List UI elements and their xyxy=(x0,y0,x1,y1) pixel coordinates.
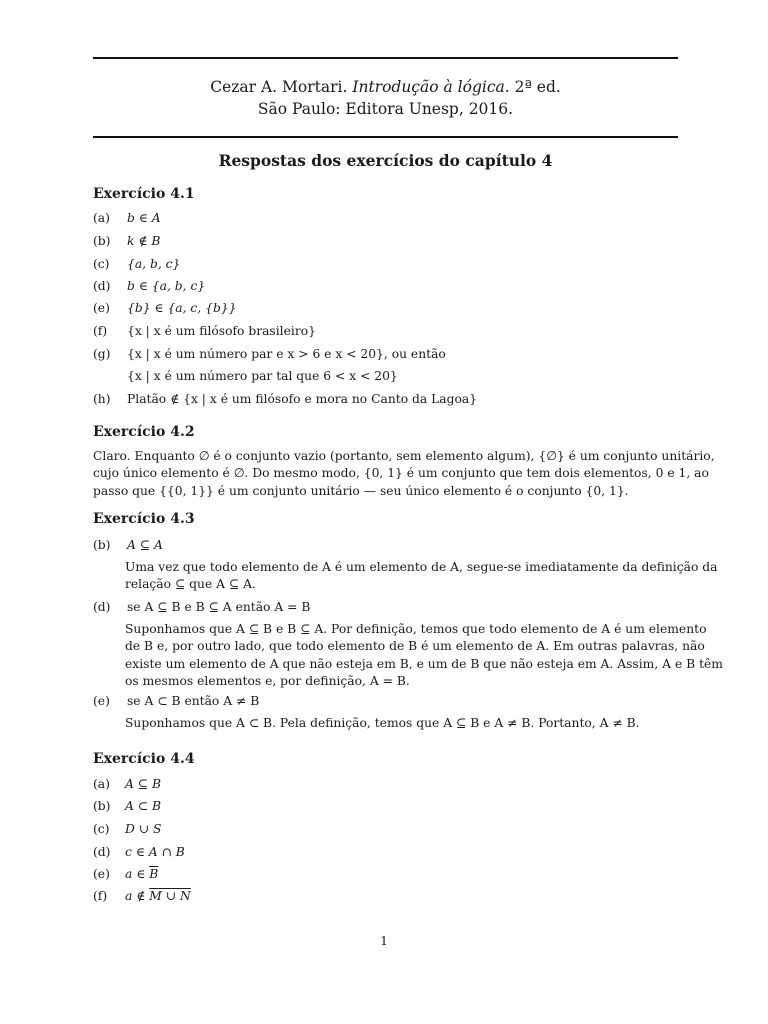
item-text: A ⊆ B xyxy=(125,777,162,791)
item-label: (h) xyxy=(93,392,111,406)
item-label: (f) xyxy=(93,889,108,903)
item-label: (b) xyxy=(93,538,111,552)
item-text: k ∉ B xyxy=(127,234,161,248)
list-item xyxy=(93,866,158,882)
item-label: (e) xyxy=(93,867,110,881)
paragraph-line: relação ⊆ que A ⊆ A. xyxy=(125,577,256,592)
section-heading-4-4: Exercício 4.4 xyxy=(93,751,195,767)
item-label: (b) xyxy=(93,234,111,248)
top-rule xyxy=(93,57,678,59)
list-item xyxy=(93,210,161,226)
citation-edition: . 2ª ed. xyxy=(504,78,561,96)
list-item xyxy=(93,888,191,904)
list-item xyxy=(93,599,310,615)
item-label: (a) xyxy=(93,211,110,225)
section-heading-4-2: Exercício 4.2 xyxy=(93,424,195,440)
paragraph-line: Uma vez que todo elemento de A é um elemento de A, segue-se imediatamente da definição da xyxy=(125,560,718,574)
list-item xyxy=(93,844,185,860)
list-item xyxy=(93,776,161,792)
item-statement: A ⊆ A xyxy=(127,538,163,552)
overlined-term: $\overline{B}$ xyxy=(149,867,159,881)
item-text xyxy=(125,867,158,881)
paragraph-line: os mesmos elementos e, por definição, A = B. xyxy=(125,673,410,688)
citation-author: Cezar A. Mortari. xyxy=(210,78,353,96)
item-label: (a) xyxy=(93,777,110,791)
item-statement: se A ⊂ B então A ≠ B xyxy=(127,694,260,708)
paragraph-line: Suponhamos que A ⊂ B. Pela definição, temos que A ⊆ B e A ≠ B. Portanto, A ≠ B. xyxy=(125,716,640,730)
item-text: b ∈ A xyxy=(127,211,161,225)
paragraph-line: Suponhamos que A ⊆ B e B ⊆ A. Por definição, temos que todo elemento de A é um elemento xyxy=(125,622,707,636)
list-item xyxy=(93,256,180,272)
citation-line-1 xyxy=(93,76,678,98)
paragraph-line: de B e, por outro lado, que todo elemento de B é um elemento de A. Em outras palavras, não xyxy=(125,639,705,654)
section-heading-4-3: Exercício 4.3 xyxy=(93,511,195,527)
list-item xyxy=(93,233,160,249)
item-text xyxy=(125,889,191,903)
item-text: {a, b, c} xyxy=(127,257,181,271)
item-label: (c) xyxy=(93,822,110,836)
item-text: {x | x é um número par tal que 6 < x < 20} xyxy=(127,369,398,383)
list-item xyxy=(93,300,236,316)
paragraph-4-2 xyxy=(93,448,715,500)
item-text: c ∈ A ∩ B xyxy=(125,845,185,859)
citation-book-title: Introdução à lógica xyxy=(352,78,505,96)
paragraph-line: Claro. Enquanto ∅ é o conjunto vazio (portanto, sem elemento algum), {∅} é um conjunto unitário, xyxy=(93,449,715,463)
section-heading-4-1: Exercício 4.1 xyxy=(93,186,195,202)
item-label: (c) xyxy=(93,257,110,271)
citation-line-2: São Paulo: Editora Unesp, 2016. xyxy=(257,100,514,118)
paragraph-line: cujo único elemento é ∅. Do mesmo modo, {0, 1} é um conjunto que tem dois elementos, 0 e 1, ao xyxy=(93,466,709,481)
list-item xyxy=(93,346,446,362)
item-label: (e) xyxy=(93,301,110,315)
paragraph-line: existe um elemento de A que não esteja em B, e um de B que não esteja em A. Assim, A e B têm xyxy=(125,656,723,671)
item-label: (f) xyxy=(93,324,108,338)
citation-header xyxy=(93,76,678,120)
item-text: {b} ∈ {a, c, {b}} xyxy=(127,301,237,315)
item-text-prefix: a ∈ xyxy=(125,867,150,881)
proof-d xyxy=(125,621,723,690)
page-number: 1 xyxy=(380,934,388,948)
page-title: Respostas dos exercícios do capítulo 4 xyxy=(218,151,553,170)
item-text: A ⊂ B xyxy=(125,799,162,813)
list-item xyxy=(93,693,259,709)
item-label: (b) xyxy=(93,799,111,813)
proof-e xyxy=(125,715,678,732)
item-label: (e) xyxy=(93,694,110,708)
item-label: (d) xyxy=(93,279,111,293)
item-text: {x | x é um filósofo brasileiro} xyxy=(127,324,316,338)
item-statement: se A ⊆ B e B ⊆ A então A = B xyxy=(127,600,311,614)
proof-b xyxy=(125,559,718,594)
item-text-prefix: a ∉ xyxy=(125,889,150,903)
item-text: D ∪ S xyxy=(125,822,162,836)
item-label: (g) xyxy=(93,347,111,361)
list-item xyxy=(93,798,161,814)
overlined-term: M ∪ N xyxy=(149,889,191,903)
item-label: (d) xyxy=(93,845,111,859)
item-text: Platão ∉ {x | x é um filósofo e mora no Canto da Lagoa} xyxy=(127,392,478,406)
list-item xyxy=(93,368,398,384)
list-item xyxy=(93,821,161,837)
list-item xyxy=(93,537,163,553)
item-label: (d) xyxy=(93,600,111,614)
list-item xyxy=(93,278,205,294)
item-text: {x | x é um número par e x > 6 e x < 20}, ou então xyxy=(127,347,446,361)
list-item xyxy=(93,391,477,407)
item-text: b ∈ {a, b, c} xyxy=(127,279,206,293)
paragraph-line: passo que {{0, 1}} é um conjunto unitário — seu único elemento é o conjunto {0, 1}. xyxy=(93,483,629,498)
list-item xyxy=(93,323,316,339)
bottom-rule xyxy=(93,136,678,138)
